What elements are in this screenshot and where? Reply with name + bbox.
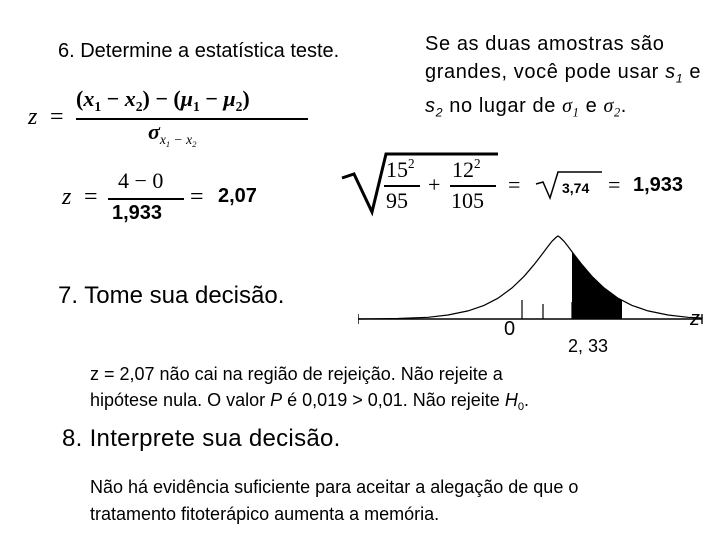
step-6-heading: 6. Determine a estatística teste.	[58, 40, 340, 62]
normal-curve-diagram	[358, 222, 703, 334]
formula3-equals-2: =	[608, 172, 621, 197]
note-e-2: e	[585, 95, 598, 118]
interpretation-line-1: Não há evidência suficiente para aceitar a alegação de que o	[90, 477, 579, 497]
formula1-equals: =	[50, 104, 64, 130]
formula2-denominator: 1,933	[112, 202, 163, 224]
standard-error-calculation	[340, 150, 715, 220]
formula2-z: z	[62, 184, 72, 210]
formula3-term2-numerator: $12^2$	[452, 156, 481, 183]
formula2-fraction-bar	[108, 198, 184, 200]
formula3-term2-denominator: 105	[451, 188, 484, 213]
z-axis-label: z	[690, 308, 700, 330]
note-sigma1: $\sigma_1$	[562, 95, 580, 120]
formula3-plus: +	[428, 172, 441, 197]
mean-label: 0	[504, 318, 516, 340]
large-sample-note: Se as duas amostras são grandes, você pode usar $s_1$ e $s_2$ no lugar de $\sigma_1$ e $\sigma_2$.	[425, 33, 702, 120]
formula3-term1-numerator: $15^2$	[386, 156, 415, 183]
decision-line-1: z = 2,07 não cai na região de rejeição. Não rejeite a	[90, 364, 503, 384]
note-e-1: e	[689, 61, 702, 83]
note-s2: $s_2$	[425, 95, 444, 120]
test-statistic-formula	[28, 86, 318, 148]
critical-value-label: 2, 33	[568, 336, 609, 356]
note-s1: $s_1$	[665, 61, 684, 86]
formula3-term2-bar	[450, 185, 496, 187]
interpretation-line-2: tratamento fitoterápico aumenta a memória.	[90, 504, 440, 524]
test-statistic-calculation	[62, 168, 292, 226]
step-7-heading: 7. Tome sua decisão.	[58, 282, 285, 309]
decision-text	[90, 361, 529, 420]
formula3-equals-1: =	[508, 172, 521, 197]
decision-line-2: hipótese nula. O valor P é 0,019 > 0,01. Não rejeite $H_0$.	[90, 390, 530, 413]
note-sigma2: $\sigma_2$	[603, 95, 621, 120]
formula2-numerator: 4 − 0	[118, 168, 164, 193]
formula2-result: 2,07	[218, 185, 257, 207]
formula1-denominator: $\sigma_{x_1 - x_2}$	[148, 119, 197, 149]
step-8-heading: 8. Interprete sua decisão.	[62, 425, 341, 452]
note-text-2: no lugar de	[449, 95, 556, 118]
formula3-term1-denominator: 95	[386, 188, 408, 213]
formula1-z: z	[28, 104, 38, 130]
formula2-equals-2: =	[190, 184, 204, 210]
formula3-inner-value: 3,74	[562, 180, 590, 196]
bell-curve	[358, 236, 702, 319]
formula1-numerator: $(x_1 - x_2) - (\mu_1 - \mu_2)$	[76, 86, 250, 114]
formula2-equals: =	[84, 184, 98, 210]
note-text-1: Se as duas amostras são grandes, você pode usar	[425, 33, 665, 83]
interpretation-text	[90, 474, 578, 528]
formula3-term1-bar	[384, 185, 420, 187]
formula3-result: 1,933	[633, 174, 684, 196]
